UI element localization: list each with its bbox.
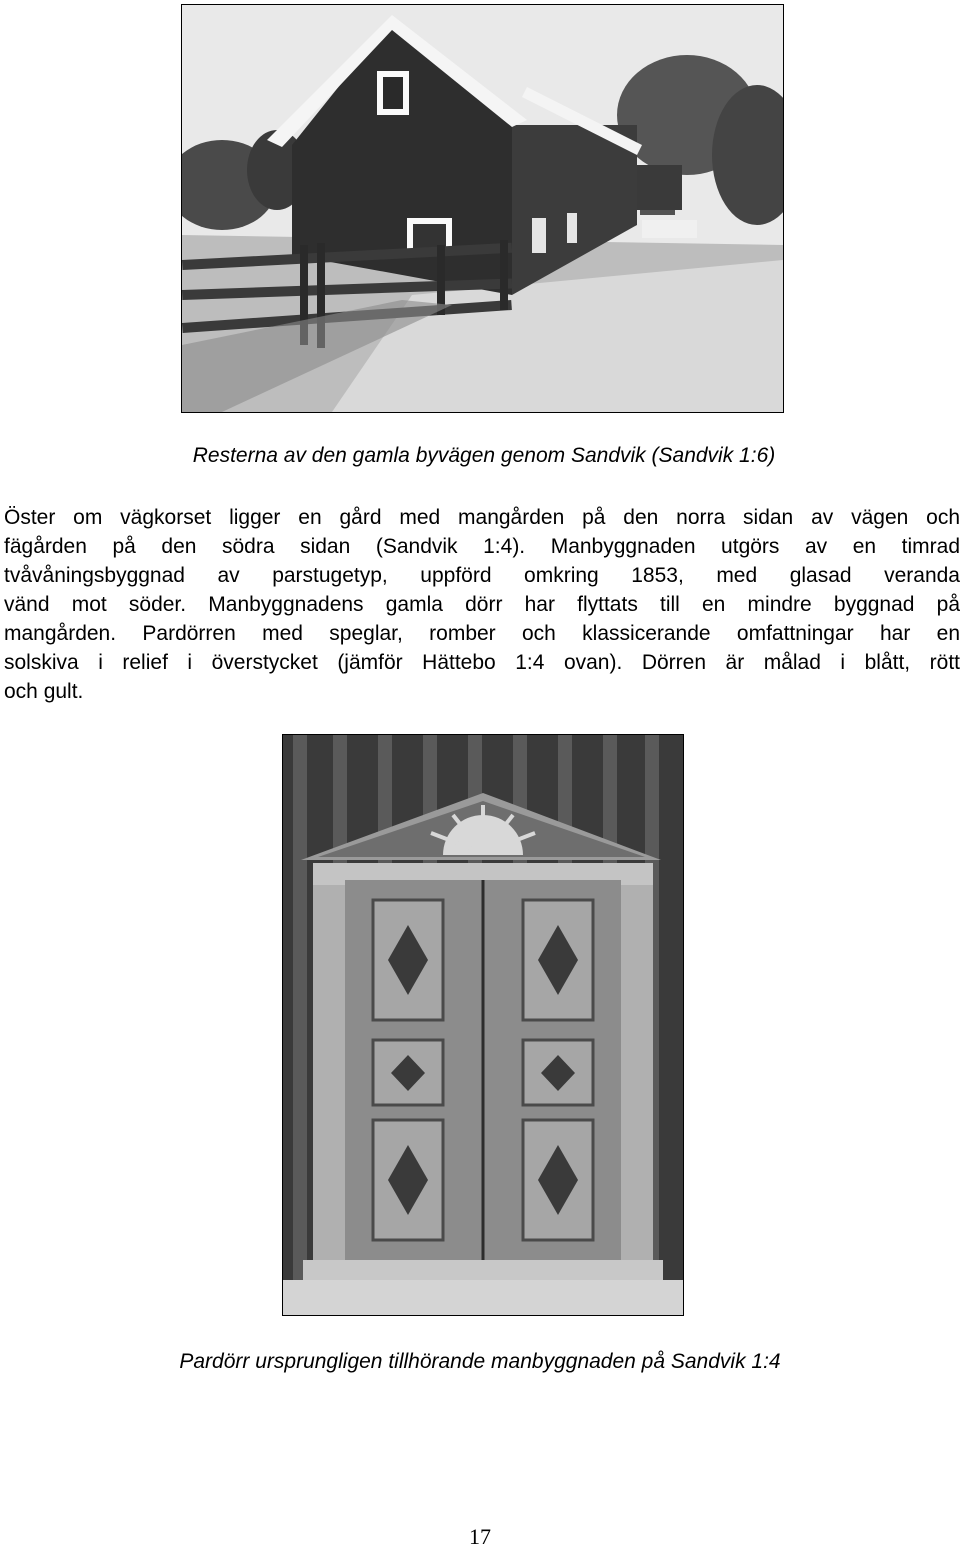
figure2-caption: Pardörr ursprungligen tillhörande manbyggnaden på Sandvik 1:4 <box>179 1350 781 1373</box>
body-line: solskiva i relief i överstycket (jämför Hättebo 1:4 ovan). Dörren är målad i blått, rött <box>4 651 960 674</box>
body-line: tvåvåningsbyggnad av parstugetyp, uppförd omkring 1853, med glasad veranda <box>4 564 960 587</box>
page-number: 17 <box>469 1524 491 1549</box>
body-line: vänd mot söder. Manbyggnadens gamla dörr har flyttats till en mindre byggnad på <box>4 593 960 616</box>
barn-photo <box>181 4 784 413</box>
body-line: mangården. Pardörren med speglar, romber och klassicerande omfattningar har en <box>4 622 960 645</box>
body-line: fägården på den södra sidan (Sandvik 1:4). Manbyggnaden utgörs av en timrad <box>4 535 960 558</box>
body-paragraph <box>4 503 960 706</box>
door-photo <box>282 734 684 1316</box>
body-line: och gult. <box>4 680 84 703</box>
figure1-caption: Resterna av den gamla byvägen genom Sandvik (Sandvik 1:6) <box>192 444 776 467</box>
body-line: Öster om vägkorset ligger en gård med mangården på den norra sidan av vägen och <box>4 506 960 529</box>
